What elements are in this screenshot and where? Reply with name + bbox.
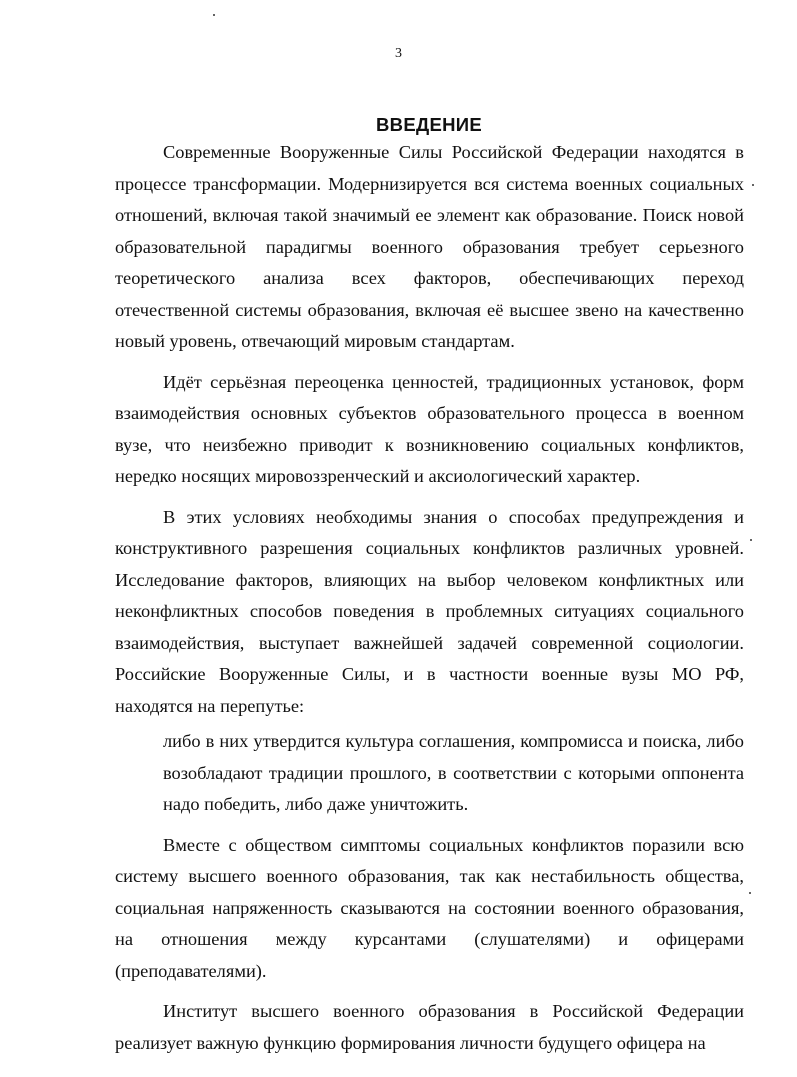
page-number: 3	[395, 46, 402, 61]
scan-speck	[749, 892, 751, 894]
paragraph: Современные Вооруженные Силы Российской Федерации находятся в процессе трансформации. Модернизируется вся система военных социальных отношений, включая такой значимый ее элемент как образование. Поиск новой образовательной парадигмы военного образования требует серьезного теоретического анализа всех факторов, обеспечивающих переход отечественной системы образования, включая её высшее звено на качественно новый уровень, отвечающий мировым стандартам.	[115, 142, 744, 351]
scan-speck	[750, 539, 752, 541]
paragraph: Вместе с обществом симптомы социальных конфликтов поразили всю систему высшего военного образования, так как нестабильность общества, социальная напряженность сказываются на состоянии военного образования, на отношения между курсантами (слушателями) и офицерами (преподавателями).	[115, 834, 744, 981]
paragraph: Институт высшего военного образования в Российской Федерации реализует важную функцию формирования личности будущего офицера на	[115, 1001, 744, 1053]
scan-speck	[213, 14, 215, 16]
body-text	[115, 137, 744, 1059]
paragraph: либо в них утвердится культура соглашения, компромисса и поиска, либо возобладают традиции прошлого, в соответствии с которыми оппонента надо победить, либо даже уничтожить.	[163, 731, 744, 814]
scan-speck	[752, 184, 754, 186]
section-heading: ВВЕДЕНИЕ	[376, 114, 482, 135]
paragraph: Идёт серьёзная переоценка ценностей, традиционных установок, форм взаимодействия основных субъектов образовательного процесса в военном вузе, что неизбежно приводит к возникновению социальных конфликтов, нередко носящих мировоззренческий и аксиологический характер.	[115, 371, 744, 486]
paragraph: В этих условиях необходимы знания о способах предупреждения и конструктивного разрешения социальных конфликтов различных уровней. Исследование факторов, влияющих на выбор человеком конфликтных или неконфликтных способов поведения в проблемных ситуациях социального взаимодействия, выступает важнейшей задачей современной социологии. Российские Вооруженные Силы, и в частности военные вузы МО РФ, находятся на перепутье:	[115, 506, 744, 716]
